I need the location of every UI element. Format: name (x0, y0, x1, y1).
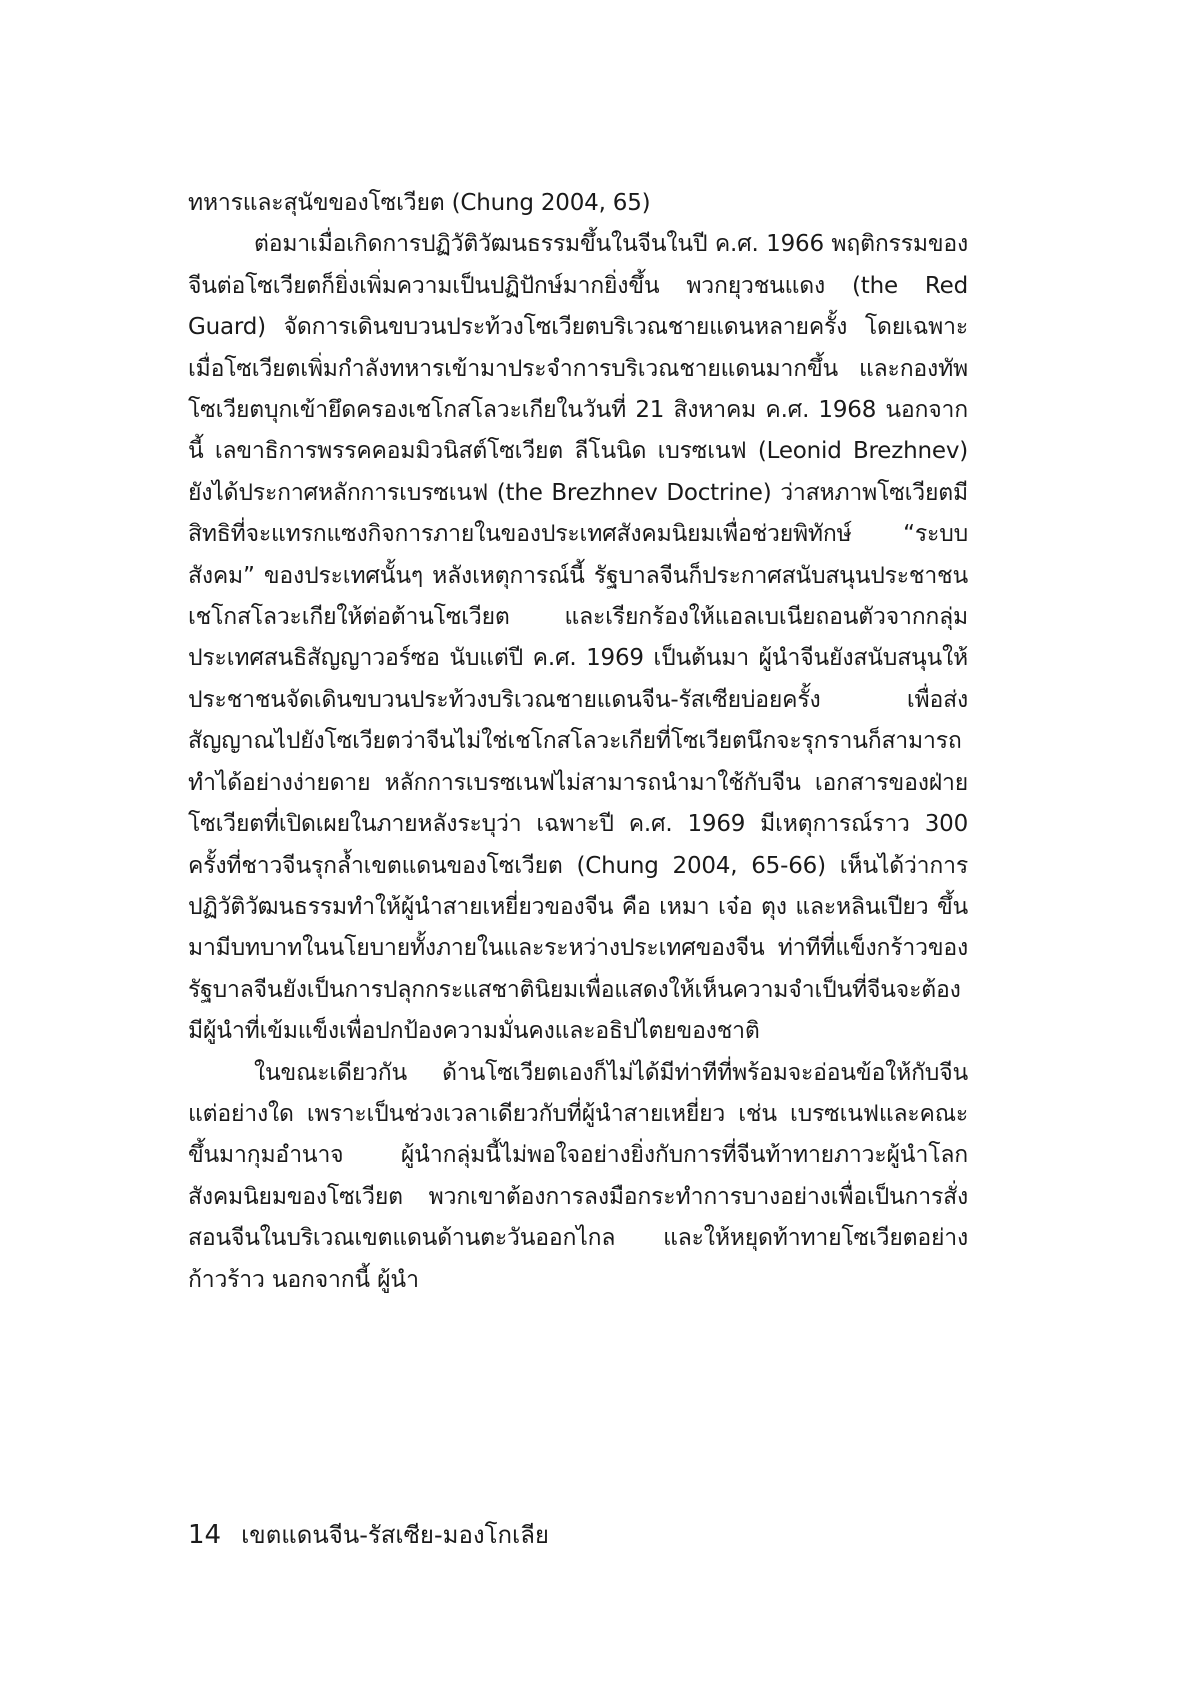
running-title: เขตแดนจีน-รัสเซีย-มองโกเลีย (241, 1521, 549, 1549)
page-footer (188, 1520, 549, 1550)
paragraph-soviet-stance: ในขณะเดียวกัน ด้านโซเวียตเองก็ไม่ได้มีท่าทีที่พร้อมจะอ่อนข้อให้กับจีนแต่อย่างใด เพราะเป็นช่วงเวลาเดียวกับที่ผู้นำสายเหยี่ยว เช่น เบรซเนฟและคณะขึ้นมากุมอำนาจ ผู้นำกลุ่มนี้ไม่พอใจอย่างยิ่งกับการที่จีนท้าทายภาวะผู้นำโลกสังคมนิยมของโซเวียต พวกเขาต้องการลงมือกระทำการบางอย่างเพื่อเป็นการสั่งสอนจีนในบริเวณเขตแดนด้านตะวันออกไกล และให้หยุดท้าทายโซเวียตอย่างก้าวร้าว นอกจากนี้ ผู้นำ (188, 1059, 968, 1293)
body-text (188, 183, 968, 1301)
paragraph-cultural-revolution: ต่อมาเมื่อเกิดการปฏิวัติวัฒนธรรมขึ้นในจีนในปี ค.ศ. 1966 พฤติกรรมของจีนต่อโซเวียตก็ยิ่งเพิ่มความเป็นปฏิปักษ์มากยิ่งขึ้น พวกยุวชนแดง (the Red Guard) จัดการเดินขบวนประท้วงโซเวียตบริเวณชายแดนหลายครั้ง โดยเฉพาะเมื่อโซเวียตเพิ่มกำลังทหารเข้ามาประจำการบริเวณชายแดนมากขึ้น และกองทัพโซเวียตบุกเข้ายึดครองเชโกสโลวะเกียในวันที่ 21 สิงหาคม ค.ศ. 1968 นอกจากนี้ เลขาธิการพรรคคอมมิวนิสต์โซเวียต ลีโนนิด เบรซเนฟ (Leonid Brezhnev) ยังได้ประกาศหลักการเบรซเนฟ (the Brezhnev Doctrine) ว่าสหภาพโซเวียตมีสิทธิที่จะแทรกแซงกิจการภายในของประเทศสังคมนิยมเพื่อช่วยพิทักษ์ “ระบบสังคม” ของประเทศนั้นๆ หลังเหตุการณ์นี้ รัฐบาลจีนก็ประกาศสนับสนุนประชาชนเชโกสโลวะเกียให้ต่อต้านโซเวียต และเรียกร้องให้แอลเบเนียถอนตัวจากกลุ่มประเทศสนธิสัญญาวอร์ซอ นับแต่ปี ค.ศ. 1969 เป็นต้นมา ผู้นำจีนยังสนับสนุนให้ประชาชนจัดเดินขบวนประท้วงบริเวณชายแดนจีน-รัสเซียบ่อยครั้ง เพื่อส่งสัญญาณไปยังโซเวียตว่าจีนไม่ใช่เชโกสโลวะเกียที่โซเวียตนึกจะรุกรานก็สามารถทำได้อย่างง่ายดาย หลักการเบรซเนฟไม่สามารถนำมาใช้กับจีน เอกสารของฝ่ายโซเวียตที่เปิดเผยในภายหลังระบุว่า เฉพาะปี ค.ศ. 1969 มีเหตุการณ์ราว 300 ครั้งที่ชาวจีนรุกล้ำเขตแดนของโซเวียต (Chung 2004, 65-66) เห็นได้ว่าการปฏิวัติวัฒนธรรมทำให้ผู้นำสายเหยี่ยวของจีน คือ เหมา เจ๋อ ตุง และหลินเปียว ขึ้นมามีบทบาทในนโยบายทั้งภายในและระหว่างประเทศของจีน ท่าทีที่แข็งกร้าวของรัฐบาลจีนยังเป็นการปลุกกระแสชาตินิยมเพื่อแสดงให้เห็นความจำเป็นที่จีนจะต้องมีผู้นำที่เข้มแข็งเพื่อปกป้องความมั่นคงและอธิปไตยของชาติ (188, 231, 968, 1045)
page-number: 14 (188, 1520, 222, 1550)
paragraph-continuation: ทหารและสุนัขของโซเวียต (Chung 2004, 65) (188, 190, 651, 216)
